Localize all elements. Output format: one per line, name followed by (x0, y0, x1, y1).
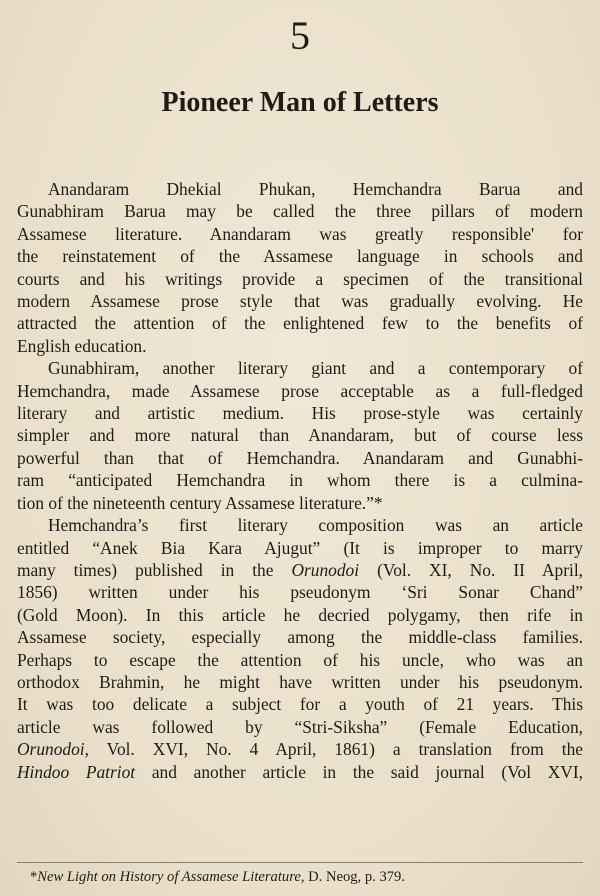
text-line: article was followed by “Stri-Siksha” (Female Education, (17, 716, 583, 737)
text-line: orthodox Brahmin, he might have written under his pseudonym. (17, 671, 583, 692)
text-line: simpler and more natural than Anandaram, but of course less (17, 425, 583, 446)
text-line: Perhaps to escape the attention of his uncle, who was an (17, 649, 583, 670)
text-segment: (Vol. XI, No. II April, (359, 559, 583, 580)
text-segment: and another article in the said journal (Vol XVI, (135, 761, 583, 782)
text-line: tion of the nineteenth century Assamese literature.”* (17, 492, 383, 513)
text-segment: , Vol. XVI, No. 4 April, 1861) a translation from the (84, 739, 583, 760)
text-segment: many times) published in the (17, 559, 292, 580)
text-line (17, 738, 583, 760)
text-line: Assamese literature. Anandaram was greatly responsible' for (17, 223, 583, 244)
text-line: ram “anticipated Hemchandra in whom there is a culmina- (17, 470, 583, 491)
text-line (17, 761, 583, 783)
journal-name: Hindoo Patriot (17, 761, 136, 782)
text-line: Anandaram Dhekial Phukan, Hemchandra Barua and (48, 179, 583, 199)
journal-name: Orunodoi (291, 559, 360, 580)
chapter-number: 5 (290, 13, 310, 58)
text-line: powerful than that of Hemchandra. Anandaram and Gunabhi- (17, 447, 583, 468)
text-line: Gunabhiram, another literary giant and a contemporary of (48, 358, 583, 379)
text-line: Hemchandra, made Assamese prose acceptable as a full-fledged (17, 380, 583, 401)
footnote (30, 868, 590, 886)
text-line: (Gold Moon). In this article he decried polygamy, then rife in (17, 604, 583, 625)
text-line: literary and artistic medium. His prose-style was certainly (17, 403, 583, 424)
text-line: Gunabhiram Barua may be called the three pillars of modern (17, 201, 583, 222)
footnote-citation: , D. Neog, p. 379. (300, 869, 405, 885)
text-line: It was too delicate a subject for a youth of 21 years. This (17, 694, 583, 715)
chapter-title: Pioneer Man of Letters (161, 87, 439, 118)
text-line (17, 559, 583, 581)
text-line: the reinstatement of the Assamese language in schools and (17, 246, 583, 267)
text-line: entitled “Anek Bia Kara Ajugut” (It is improper to marry (17, 537, 583, 558)
footnote-marker: * (30, 869, 38, 885)
text-line: English education. (17, 335, 147, 356)
text-line: 1856) written under his pseudonym ‘Sri Sonar Chand” (17, 582, 583, 603)
text-line: modern Assamese prose style that was gradually evolving. He (17, 291, 583, 312)
body-text (17, 178, 583, 783)
text-line: courts and his writings provide a specimen of the transitional (17, 268, 583, 289)
journal-name: Orunodoi (17, 739, 85, 760)
footnote-divider (17, 862, 583, 863)
text-line: Assamese society, especially among the middle-class families. (17, 627, 583, 648)
text-line: attracted the attention of the enlightened few to the benefits of (17, 313, 583, 334)
text-line: Hemchandra’s first literary composition was an article (48, 515, 583, 536)
footnote-title: New Light on History of Assamese Literature (37, 869, 301, 885)
